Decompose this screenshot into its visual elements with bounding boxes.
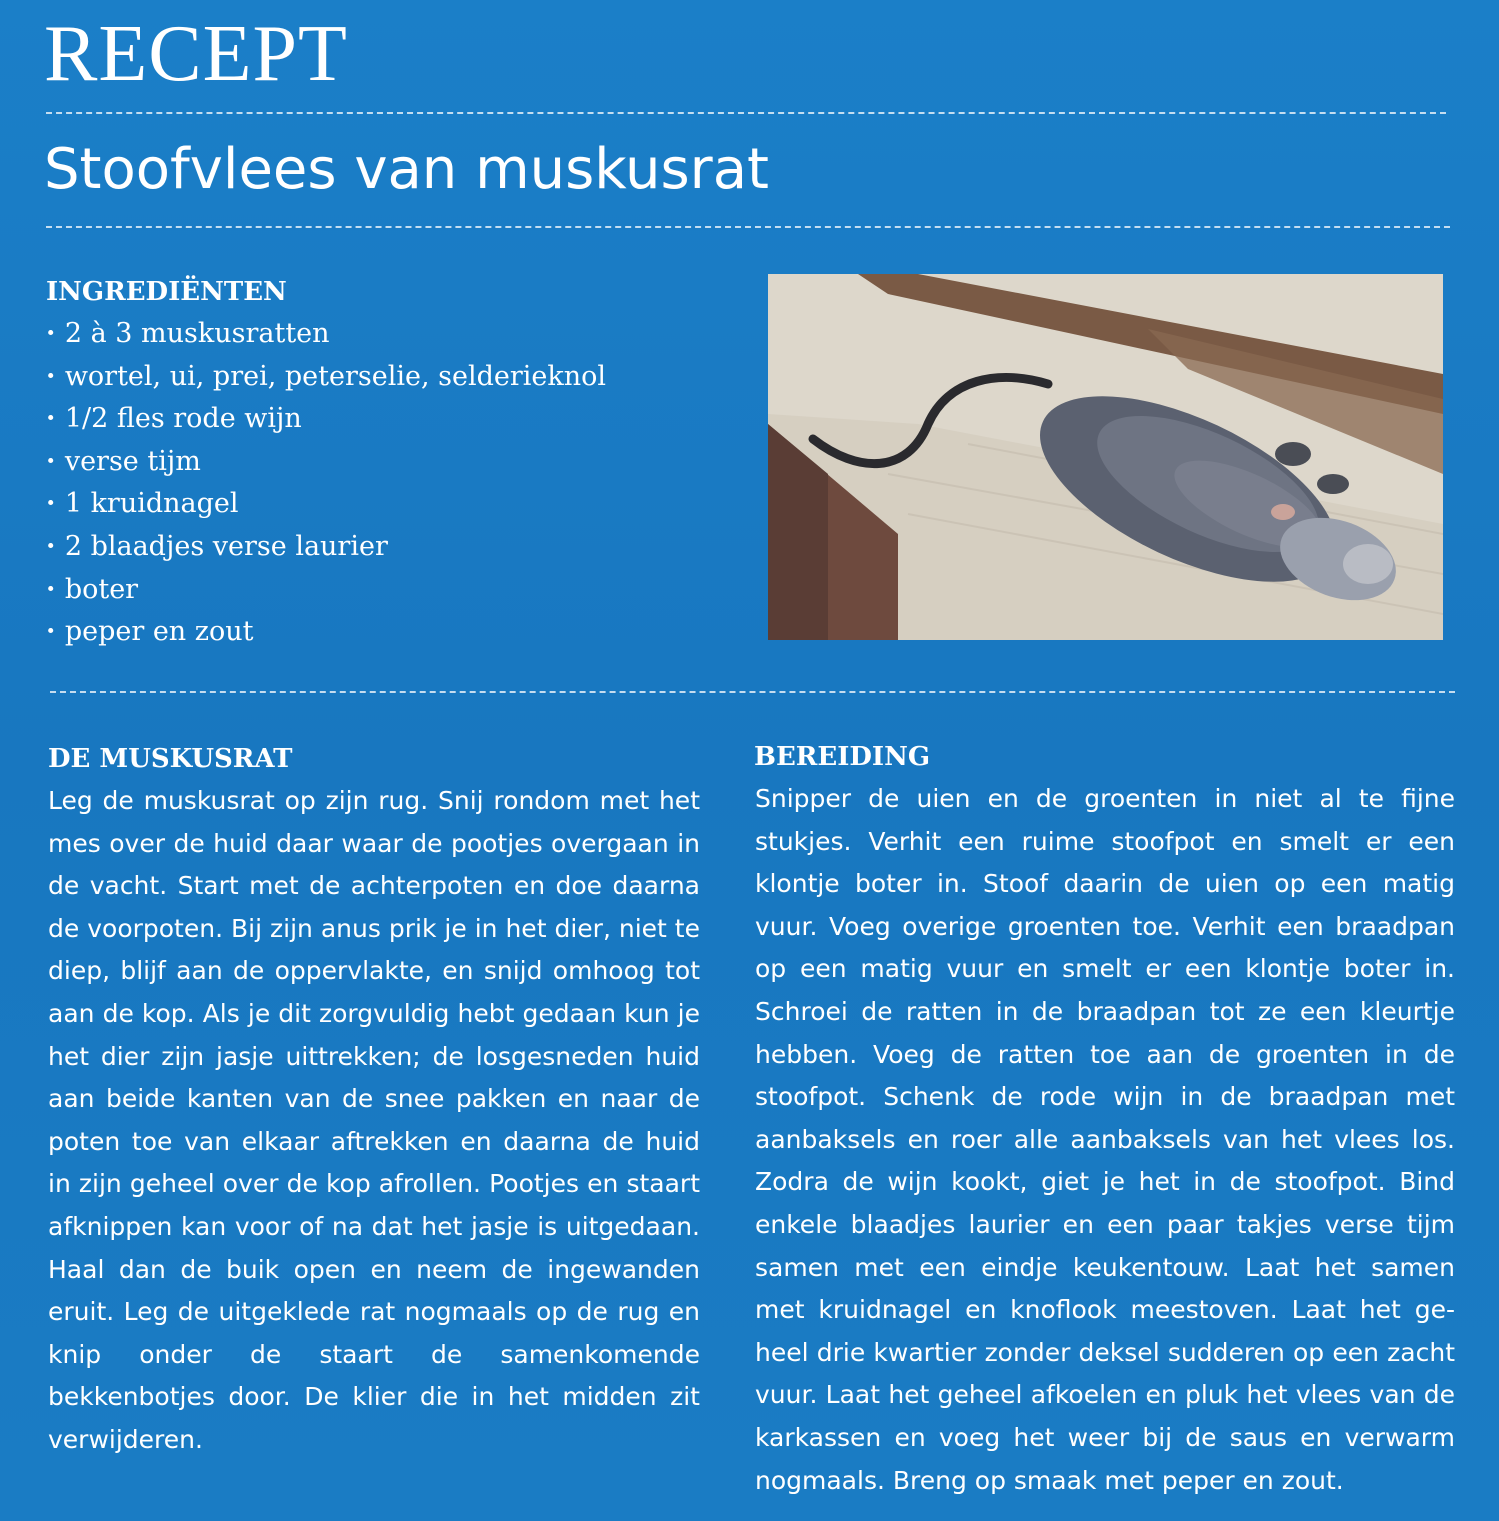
list-item: · verse tijm [46,441,606,484]
divider-top [46,112,1446,114]
ingredients-list [46,313,606,654]
muskrat-illustration [768,274,1443,640]
ingredients-heading: INGREDIËNTEN [46,277,287,307]
list-item: · wortel, ui, prei, peterselie, selderieknol [46,356,606,399]
divider-title [46,226,1450,228]
list-item: · 1 kruidnagel [46,483,606,526]
recipe-title: Stoofvlees van muskusrat [44,137,769,202]
list-item: · boter [46,569,606,612]
list-item: · 1/2 fles rode wijn [46,398,606,441]
bereiding-text: Snipper de uien en de groenten in niet al te fijne stukjes. Verhit een ruime stoofpot en smelt er een klontje boter in. Stoof daarin de uien op een matig vuur. Voeg overige groenten toe. Verhit een braadpan op een matig vuur en smelt er een klontje boter in. Schroei de ratten in de braadpan tot ze een kleurtje hebben. Voeg de ratten toe aan de groenten in de stoofpot. Schenk de rode wijn in de braadpan met aanbaksels en roer alle aanbaksels van het vlees los. Zodra de wijn kookt, giet je het in de stoofpot. Bind enkele blaadjes laurier en een paar takjes verse tijm samen met een eindje keukentouw. Laat het samen met kruidnagel en knoflook meestoven. Laat het geheel drie kwartier zonder deksel sudderen op een zacht vuur. Laat het geheel afkoelen en pluk het vlees van de karkassen en voeg het weer bij de saus en verwarm nogmaals. Breng op smaak met peper en zout. [755,784,1455,1495]
divider-middle [50,691,1455,693]
muskusrat-heading: DE MUSKUSRAT [48,744,293,774]
bereiding-heading: BEREIDING [754,742,931,772]
list-item: · 2 blaadjes verse laurier [46,526,606,569]
list-item: · 2 à 3 muskusratten [46,313,606,356]
list-item: · peper en zout [46,611,606,654]
muskrat-photo [768,274,1443,640]
section-kicker: RECEPT [44,10,348,98]
muskusrat-text: Leg de muskusrat op zijn rug. Snij rondom met het mes over de huid daar waar de pootjes overgaan in de vacht. Start met de achterpoten en doe daarna de voorpoten. Bij zijn anus prik je in het dier, niet te diep, blijf aan de oppervlakte, en snijd omhoog tot aan de kop. Als je dit zorgvuldig hebt gedaan kun je het dier zijn jasje uittrekken; de losgesneden huid aan beide kanten van de snee pakken en naar de poten toe van elkaar aftrekken en daarna de huid in zijn geheel over de kop afrollen. Pootjes en staart afknippen kan voor of na dat het jasje is uitgedaan. Haal dan de buik open en neem de ingewanden eruit. Leg de uitgeklede rat nogmaals op de rug en knip onder de staart de samenkomende bekkenbotjes door. De klier die in het midden zit verwijderen. [48,786,700,1454]
